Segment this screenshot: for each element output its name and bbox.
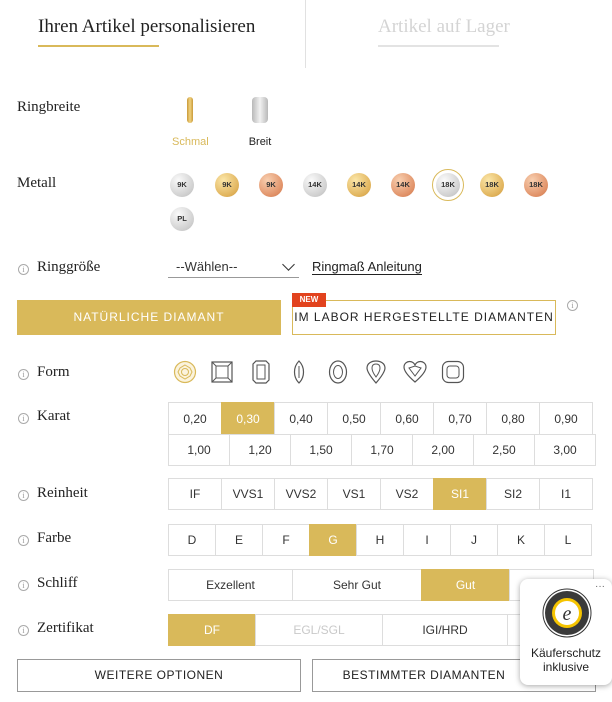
color-row bbox=[169, 525, 592, 556]
karat-option[interactable]: 0,80 bbox=[486, 402, 540, 435]
cut-info-icon[interactable]: i bbox=[18, 580, 29, 591]
ring-width-wide-label: Breit bbox=[248, 136, 272, 148]
karat-label: Karat bbox=[37, 408, 71, 424]
color-option[interactable]: K bbox=[497, 524, 545, 556]
cut-label: Schliff bbox=[37, 575, 78, 591]
natural-diamond-button[interactable]: NATÜRLICHE DIAMANT bbox=[17, 300, 281, 335]
ring-size-select-value: --Wählen-- bbox=[176, 259, 238, 274]
tab-in-stock[interactable]: Artikel auf Lager bbox=[378, 16, 510, 37]
metal-option-18k-rose[interactable]: 18K bbox=[524, 173, 548, 197]
karat-option[interactable]: 0,30 bbox=[221, 402, 275, 435]
certificate-label: Zertifikat bbox=[37, 620, 94, 636]
metal-option-9k-rose[interactable]: 9K bbox=[259, 173, 283, 197]
metal-option-14k-rose[interactable]: 14K bbox=[391, 173, 415, 197]
clarity-option[interactable]: SI1 bbox=[433, 478, 487, 510]
ring-width-narrow-option[interactable] bbox=[172, 97, 208, 148]
trusted-shops-badge[interactable] bbox=[520, 579, 612, 685]
metal-option-9k-white[interactable]: 9K bbox=[170, 173, 194, 197]
trusted-shops-text-line1: Käuferschutz bbox=[530, 646, 602, 660]
karat-info-icon[interactable]: i bbox=[18, 413, 29, 424]
color-option[interactable]: H bbox=[356, 524, 404, 556]
emerald-shape-icon[interactable] bbox=[249, 360, 273, 384]
metal-option-18k-yellow[interactable]: 18K bbox=[480, 173, 504, 197]
chevron-down-icon bbox=[282, 258, 295, 271]
ring-size-label: Ringgröße bbox=[37, 259, 101, 275]
clarity-option[interactable]: VS1 bbox=[327, 478, 381, 510]
tab-in-stock-underline bbox=[378, 45, 499, 47]
trusted-shops-seal-icon bbox=[542, 588, 592, 638]
color-option[interactable]: J bbox=[450, 524, 498, 556]
clarity-option[interactable]: SI2 bbox=[486, 478, 540, 510]
karat-option[interactable]: 1,50 bbox=[290, 434, 352, 466]
clarity-option[interactable]: VS2 bbox=[380, 478, 434, 510]
tab-personalize-underline bbox=[38, 45, 159, 47]
karat-option[interactable]: 0,60 bbox=[380, 402, 434, 435]
trusted-shops-more-icon[interactable]: ··· bbox=[595, 581, 605, 592]
svg-text:e: e bbox=[562, 603, 572, 625]
form-label: Form bbox=[37, 364, 70, 380]
metal-option-14k-white[interactable]: 14K bbox=[303, 173, 327, 197]
karat-option[interactable]: 2,50 bbox=[473, 434, 535, 466]
certificate-option[interactable]: IGI/HRD bbox=[382, 614, 508, 646]
princess-shape-icon[interactable] bbox=[210, 360, 234, 384]
clarity-info-icon[interactable]: i bbox=[18, 490, 29, 501]
clarity-row bbox=[169, 479, 593, 510]
more-options-button[interactable]: WEITERE OPTIONEN bbox=[17, 659, 301, 692]
karat-option[interactable]: 1,20 bbox=[229, 434, 291, 466]
metal-option-platinum[interactable]: PL bbox=[170, 207, 194, 231]
metal-option-14k-yellow[interactable]: 14K bbox=[347, 173, 371, 197]
certificate-option: EGL/SGL bbox=[255, 614, 383, 646]
cut-option[interactable]: Gut bbox=[421, 569, 510, 601]
marquise-shape-icon[interactable] bbox=[287, 360, 311, 384]
diamond-type-info-icon[interactable]: i bbox=[567, 300, 578, 311]
cut-option[interactable]: Sehr Gut bbox=[292, 569, 422, 601]
karat-option[interactable]: 0,40 bbox=[274, 402, 328, 435]
heart-shape-icon[interactable] bbox=[403, 360, 427, 384]
trusted-shops-text-line2: inklusive bbox=[542, 660, 590, 674]
karat-option[interactable]: 0,90 bbox=[539, 402, 593, 435]
ring-width-wide-option[interactable] bbox=[242, 97, 278, 148]
tab-divider bbox=[305, 0, 306, 68]
certificate-option[interactable]: DF bbox=[168, 614, 256, 646]
karat-option[interactable]: 1,70 bbox=[351, 434, 413, 466]
clarity-option[interactable]: VVS1 bbox=[221, 478, 275, 510]
form-info-icon[interactable]: i bbox=[18, 369, 29, 380]
karat-row-1 bbox=[169, 403, 593, 435]
ring-size-guide-link[interactable]: Ringmaß Anleitung bbox=[312, 259, 422, 274]
specific-diamond-button[interactable]: BESTIMMTER DIAMANTEN bbox=[312, 659, 596, 692]
round-shape-icon[interactable] bbox=[173, 360, 197, 384]
clarity-option[interactable]: I1 bbox=[539, 478, 593, 510]
ring-size-select[interactable] bbox=[168, 259, 299, 278]
karat-option[interactable]: 0,70 bbox=[433, 402, 487, 435]
narrow-band-icon bbox=[187, 97, 193, 123]
color-option[interactable]: I bbox=[403, 524, 451, 556]
metal-label: Metall bbox=[17, 175, 57, 191]
cushion-shape-icon[interactable] bbox=[441, 360, 465, 384]
karat-option[interactable]: 0,20 bbox=[168, 402, 222, 435]
metal-option-9k-yellow[interactable]: 9K bbox=[215, 173, 239, 197]
metal-option-18k-white[interactable]: 18K bbox=[436, 173, 460, 197]
color-option[interactable]: G bbox=[309, 524, 357, 556]
certificate-info-icon[interactable]: i bbox=[18, 625, 29, 636]
clarity-label: Reinheit bbox=[37, 485, 88, 501]
karat-option[interactable]: 3,00 bbox=[534, 434, 596, 466]
color-option[interactable]: D bbox=[168, 524, 216, 556]
color-option[interactable]: L bbox=[544, 524, 592, 556]
oval-shape-icon[interactable] bbox=[326, 360, 350, 384]
ring-size-info-icon[interactable]: i bbox=[18, 264, 29, 275]
karat-option[interactable]: 1,00 bbox=[168, 434, 230, 466]
color-label: Farbe bbox=[37, 530, 72, 546]
karat-option[interactable]: 2,00 bbox=[412, 434, 474, 466]
karat-option[interactable]: 0,50 bbox=[327, 402, 381, 435]
tab-personalize[interactable]: Ihren Artikel personalisieren bbox=[38, 16, 256, 37]
wide-band-icon bbox=[252, 97, 268, 123]
lab-diamond-button[interactable]: IM LABOR HERGESTELLTE DIAMANTEN bbox=[292, 300, 556, 335]
clarity-option[interactable]: VVS2 bbox=[274, 478, 328, 510]
pear-shape-icon[interactable] bbox=[364, 360, 388, 384]
color-option[interactable]: E bbox=[215, 524, 263, 556]
color-option[interactable]: F bbox=[262, 524, 310, 556]
ring-width-label: Ringbreite bbox=[17, 99, 81, 115]
cut-option[interactable]: Exzellent bbox=[168, 569, 293, 601]
karat-row-2 bbox=[169, 435, 596, 466]
new-badge: NEW bbox=[292, 293, 326, 307]
color-info-icon[interactable]: i bbox=[18, 535, 29, 546]
clarity-option[interactable]: IF bbox=[168, 478, 222, 510]
ring-width-narrow-label: Schmal bbox=[172, 136, 209, 148]
